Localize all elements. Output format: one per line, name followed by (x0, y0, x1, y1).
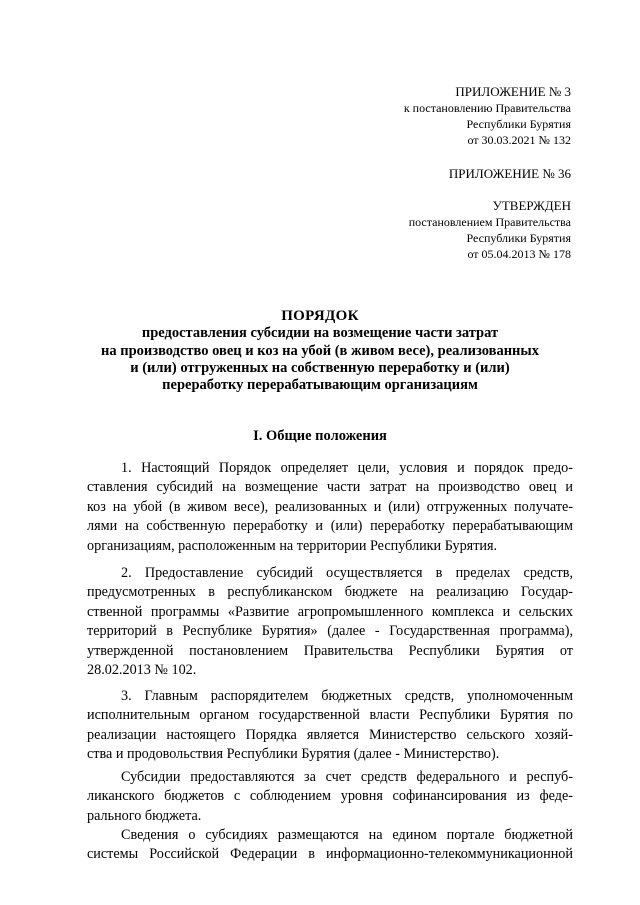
paragraph-line: 2. Предоставление субсидий осуществляется в пределах средств, (121, 565, 573, 581)
paragraph-line: коз на убой (в живом весе), реализованных и (или) отгруженных получате- (87, 498, 573, 515)
paragraph-line: предусмотренных в республиканском бюджете на реализацию Государ- (87, 584, 573, 601)
section-heading: I. Общие положения (253, 428, 387, 444)
appendix-3-line-3: от 30.03.2021 № 132 (467, 133, 571, 147)
appendix-36-block (271, 166, 571, 182)
appendix-3-line-1: к постановлению Правительства (403, 101, 571, 115)
paragraph-line: ственной программы «Развитие агропромышленного комплекса и сельских (87, 603, 573, 620)
paragraph-line: ликанского бюджетов с соблюдением уровня софинансирования из феде- (87, 788, 573, 805)
paragraph-line: исполнительным органом государственной власти Республики Бурятия по (87, 707, 573, 724)
appendix-36-heading: ПРИЛОЖЕНИЕ № 36 (448, 166, 571, 181)
appendix-3-heading: ПРИЛОЖЕНИЕ № 3 (455, 84, 571, 99)
paragraph-line: утвержденной постановлением Правительства Республики Бурятия от (87, 642, 573, 659)
paragraph-line: лями на собственную переработку и (или) переработку перерабатывающим (87, 518, 573, 535)
document-subtitle-line-2: на производство овец и коз на убой (в живом весе), реализованных (101, 342, 539, 359)
paragraph-line: 3. Главным распорядителем бюджетных средств, уполномоченным (121, 688, 573, 704)
paragraph-line: Субсидии предоставляются за счет средств федерального и респуб- (121, 769, 573, 785)
paragraph-line: 28.02.2013 № 102. (87, 661, 197, 678)
approved-line-1: постановлением Правительства (408, 215, 571, 229)
approved-line-2: Республики Бурятия (466, 231, 571, 245)
paragraph-2 (87, 564, 573, 680)
approved-block (271, 198, 571, 262)
paragraph-line: Сведения о субсидиях размещаются на едином портале бюджетной (121, 827, 573, 843)
paragraph-line: территорий в Республике Бурятия» (далее - Государственная программа), (87, 623, 573, 640)
document-subtitle-line-3: и (или) отгруженных на собственную переработку и (или) (130, 359, 510, 376)
paragraph-3 (87, 687, 573, 765)
paragraph-line: ставления субсидий на возмещение части затрат на производство овец и (87, 479, 573, 496)
appendix-3-block (271, 84, 571, 148)
document-title: ПОРЯДОК (281, 308, 359, 324)
paragraph-line: системы Российской Федерации в информационно-телекоммуникационной (87, 846, 573, 863)
paragraph-line: ства и продовольствия Республики Бурятия (далее - Министерство). (87, 746, 500, 763)
paragraph-5 (87, 826, 573, 865)
document-title-block (60, 308, 580, 394)
paragraph-1 (87, 459, 573, 556)
document-subtitle-line-4: переработку перерабатывающим организациям (162, 377, 478, 394)
paragraph-line: 1. Настоящий Порядок определяет цели, условия и порядок предо- (121, 460, 573, 476)
paragraph-line: реализации настоящего Порядка является Министерство сельского хозяй- (87, 726, 573, 743)
approved-heading: УТВЕРЖДЕН (492, 198, 571, 213)
paragraph-4 (87, 768, 573, 826)
appendix-3-line-2: Республики Бурятия (466, 117, 571, 131)
approved-line-3: от 05.04.2013 № 178 (467, 247, 571, 261)
paragraph-line: рального бюджета. (87, 807, 202, 824)
document-subtitle-line-1: предоставления субсидии на возмещение части затрат (141, 325, 499, 342)
paragraph-line: организациям, расположенным на территории Республики Бурятия. (87, 537, 498, 554)
